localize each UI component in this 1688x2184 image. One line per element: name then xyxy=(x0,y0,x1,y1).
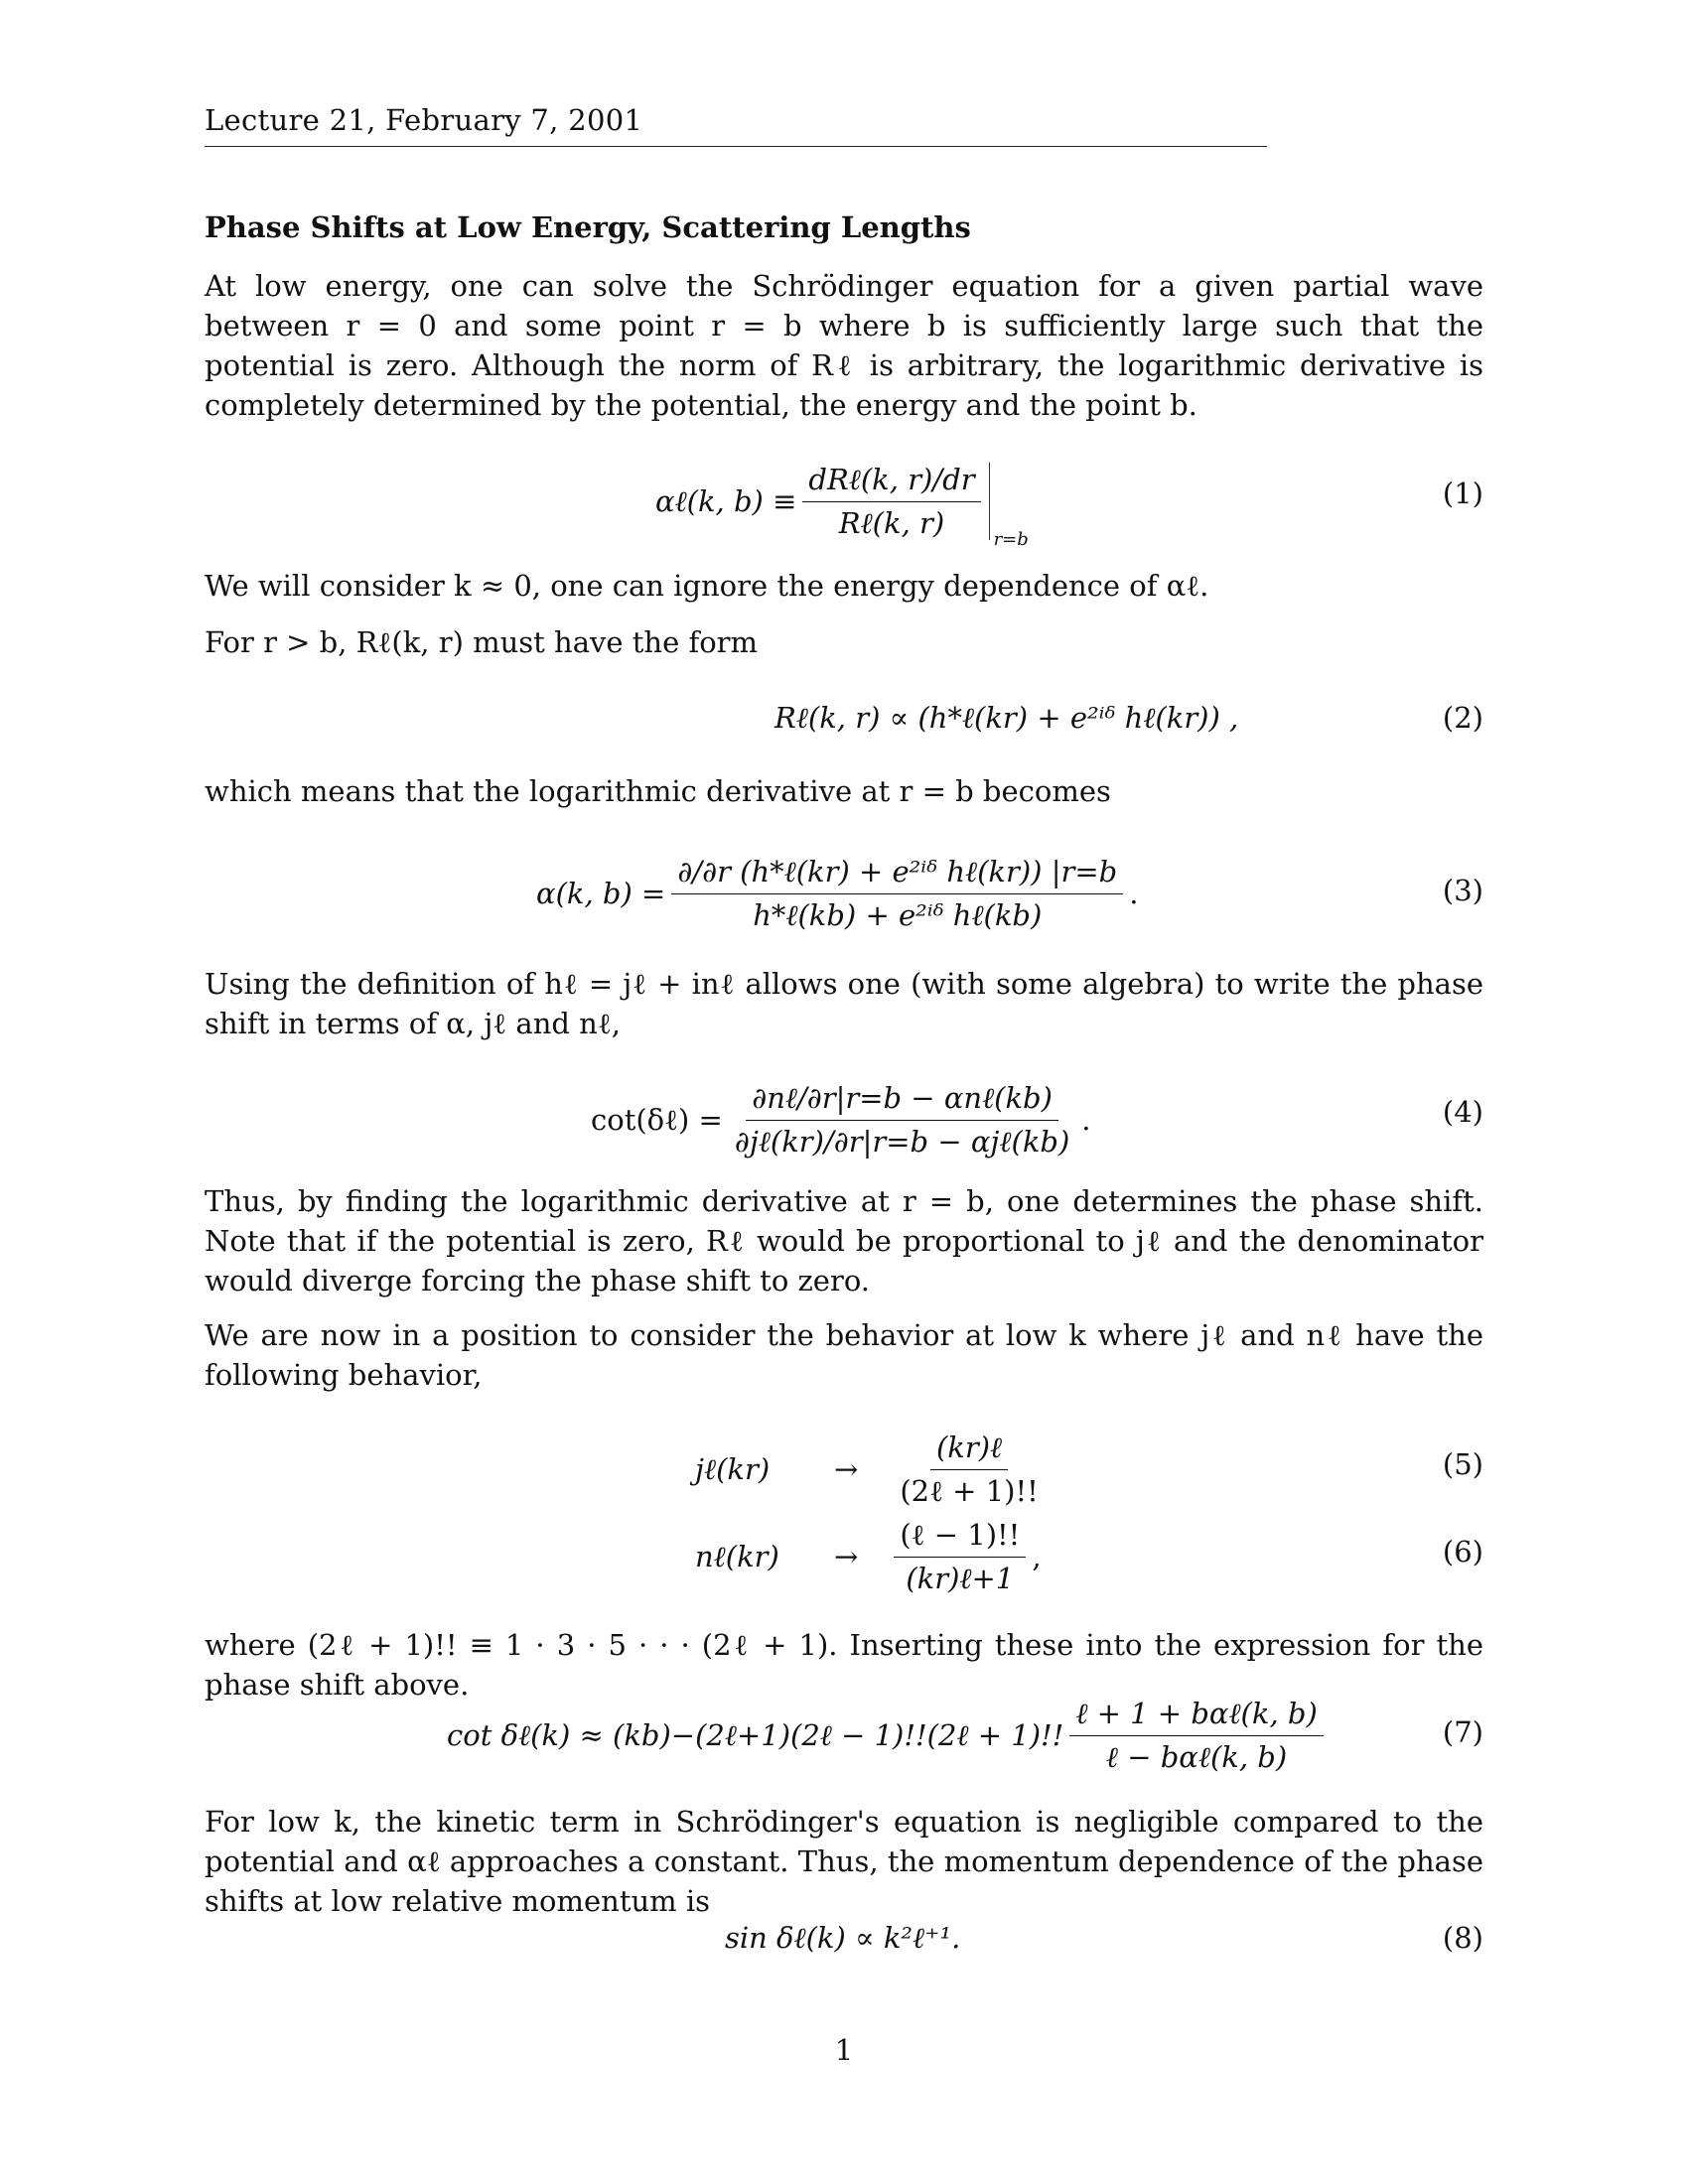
page-number: 1 xyxy=(834,2033,854,2067)
eq1-numerator: dRℓ(k, r)/dr xyxy=(802,463,980,502)
equation-number-6: (6) xyxy=(1442,1535,1483,1569)
eq4-fraction xyxy=(729,1081,1075,1160)
equation-number-2: (2) xyxy=(1442,701,1483,735)
paragraph-thus: Thus, by finding the logarithmic derivative at r = b, one determines the phase shift. Note that if the potential is zero, Rℓ would be proportional to jℓ and the denominator would diverge forcing the phase shift to zero. xyxy=(205,1184,1483,1297)
arrow-icon: → xyxy=(834,1452,859,1486)
paragraph-definition: Using the definition of hℓ = jℓ + inℓ allows one (with some algebra) to write the phase shift in terms of α, jℓ and nℓ, xyxy=(205,967,1483,1040)
paragraph-where: where (2ℓ + 1)!! ≡ 1 · 3 · 5 · · · (2ℓ + 1). Inserting these into the expression for the phase shift above. xyxy=(205,1628,1483,1702)
eq7-fraction xyxy=(1069,1697,1323,1775)
eq5-fraction xyxy=(894,1431,1044,1509)
equation-number-3: (3) xyxy=(1442,874,1483,907)
equation-6 xyxy=(695,1509,1042,1604)
eq6-fraction xyxy=(894,1518,1026,1596)
equation-1 xyxy=(655,457,1029,550)
eq1-lhs: αℓ(k, b) ≡ xyxy=(655,483,797,518)
paragraph-intro: At low energy, one can solve the Schrödinger equation for a given partial wave between r = 0 and some point r = b where b is sufficiently large such that the potential is zero. Although the norm of Rℓ is arbitrary, the logarithmic derivative is completely determined by the potential, the energy and the point b. xyxy=(205,269,1483,422)
equation-number-7: (7) xyxy=(1442,1715,1483,1749)
eq6-tail: , xyxy=(1032,1540,1042,1573)
arrow-icon: → xyxy=(834,1540,859,1573)
eq4-denominator: ∂jℓ(kr)/∂r|r=b − αjℓ(kb) xyxy=(734,1124,1070,1159)
eq1-fraction xyxy=(802,463,980,541)
equation-5 xyxy=(695,1422,1051,1517)
eq4-numerator: ∂nℓ/∂r|r=b − αnℓ(kb) xyxy=(746,1081,1058,1121)
eq7-numerator: ℓ + 1 + bαℓ(k, b) xyxy=(1069,1697,1323,1736)
eq6-lhs: nℓ(kr) xyxy=(695,1539,779,1573)
section-title: Phase Shifts at Low Energy, Scattering Lengths xyxy=(205,210,971,244)
eq3-denominator: h*ℓ(kb) + e²ⁱᵟ hℓ(kb) xyxy=(753,897,1043,932)
running-header: Lecture 21, February 7, 2001 xyxy=(205,103,643,137)
header-rule xyxy=(205,146,1267,147)
eq3-tail: . xyxy=(1129,877,1139,910)
eq5-lhs: jℓ(kr) xyxy=(695,1451,771,1486)
eq4-tail: . xyxy=(1081,1103,1091,1137)
eq1-evaluation-bar: r=b xyxy=(989,463,990,540)
equation-number-8: (8) xyxy=(1442,1921,1483,1955)
paragraph-form: For r > b, Rℓ(k, r) must have the form xyxy=(205,625,759,659)
eq3-lhs: α(k, b) = xyxy=(536,877,666,910)
equation-8: sin δℓ(k) ∝ k²ℓ⁺¹. xyxy=(725,1921,961,1955)
eq7-denominator: ℓ − bαℓ(k, b) xyxy=(1105,1739,1288,1774)
eq7-lhs: cot δℓ(k) ≈ (kb)−(2ℓ+1)(2ℓ − 1)!!(2ℓ + 1)!! xyxy=(447,1717,1064,1752)
equation-4 xyxy=(591,1065,1091,1174)
paragraph-low-k: We are now in a position to consider the behavior at low k where jℓ and nℓ have the following behavior, xyxy=(205,1318,1483,1392)
equation-2: Rℓ(k, r) ∝ (h*ℓ(kr) + e²ⁱᵟ hℓ(kr)) , xyxy=(774,701,1239,735)
eq6-denominator: (kr)ℓ+1 xyxy=(906,1561,1015,1595)
equation-number-5: (5) xyxy=(1442,1447,1483,1481)
eq4-lhs: cot(δℓ) = xyxy=(591,1102,723,1137)
eq3-fraction xyxy=(671,855,1123,933)
eq3-numerator: ∂/∂r (h*ℓ(kr) + e²ⁱᵟ hℓ(kr)) |r=b xyxy=(671,855,1123,894)
equation-7 xyxy=(447,1688,1330,1783)
paragraph-kinetic: For low k, the kinetic term in Schrödinger's equation is negligible compared to the potential and αℓ approaches a constant. Thus, the momentum dependence of the phase shifts at low relative momentum is xyxy=(205,1805,1483,1918)
eq5-numerator: (kr)ℓ xyxy=(930,1431,1008,1470)
equation-number-4: (4) xyxy=(1442,1095,1483,1129)
paragraph-k-approx: We will consider k ≈ 0, one can ignore the energy dependence of αℓ. xyxy=(205,569,1209,603)
equation-3 xyxy=(536,839,1138,948)
eq1-denominator: Rℓ(k, r) xyxy=(838,505,945,540)
eq6-numerator: (ℓ − 1)!! xyxy=(894,1518,1026,1558)
equation-number-1: (1) xyxy=(1442,477,1483,510)
eq5-denominator: (2ℓ + 1)!! xyxy=(900,1473,1039,1508)
paragraph-log-derivative: which means that the logarithmic derivative at r = b becomes xyxy=(205,774,1111,808)
